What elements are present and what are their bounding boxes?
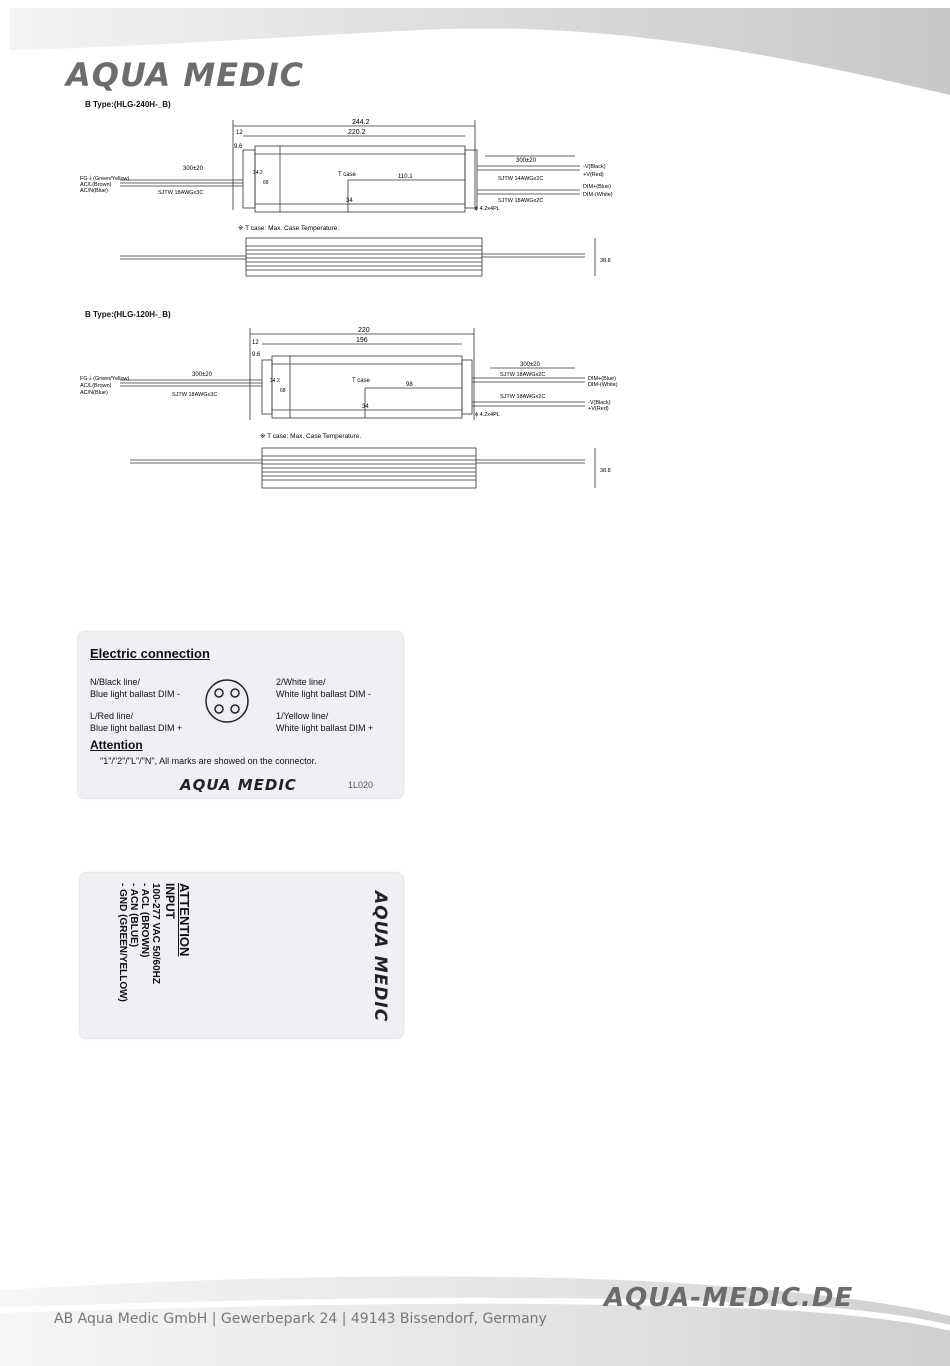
d2-sjtw-out2: SJTW 18AWGx2C [500,394,546,400]
d1-sjtw-in: SJTW 18AWGx3C [158,190,204,196]
d1-fg: FG⏚(Green/Yellow) [80,176,130,182]
d1-acl: AC/L(Brown) [80,182,112,188]
diagram2-title: B Type:(HLG-120H-_B) [85,310,171,319]
diagram2-drawing [80,320,640,500]
d1-sjtw-out1: SJTW 14AWGx2C [498,176,544,182]
d2-note: ※ T case: Max. Case Temperature. [260,433,362,440]
footer-address: AB Aqua Medic GmbH | Gewerbepark 24 | 49143 Bissendorf, Germany [54,1311,547,1327]
label1-right-bottom [276,710,373,734]
d2-dim-96: 9.6 [252,352,261,358]
label1-right-top-line1: 2/White line/ [276,677,326,687]
d1-out-dim-plus: DIM+(Blue) [583,184,611,190]
label2-logo: AQUA MEDIC [370,891,390,1023]
d1-dim-96: 9.6 [234,144,243,150]
d1-sjtw-out2: SJTW 18AWGx2C [498,198,544,204]
d2-out-v-minus: -V(Black) [588,400,611,406]
d2-out-dim-minus: DIM-(White) [588,382,618,388]
d2-dim-left-cable: 300±20 [192,372,212,378]
d2-dim-12: 12 [252,340,259,346]
label1-right-top-line2: White light ballast DIM - [276,689,372,699]
label2-line3: - ACN (BLUE) [128,883,139,948]
d1-note: ※ T case: Max. Case Temperature. [238,225,340,232]
label1-left-top-line2: Blue light ballast DIM - [90,689,181,699]
d2-dim-tcase-y: 34 [362,404,369,410]
label1-right-top [276,676,371,700]
footer-website-logo[interactable]: AQUA-MEDIC.DE [604,1283,854,1313]
label1-code: 1L020 [348,780,374,790]
d1-out-v-plus: +V(Red) [583,172,604,178]
electric-connection-label [78,632,403,798]
label1-right-bottom-line2: White light ballast DIM + [276,723,374,733]
label2-attention: ATTENTION [177,883,192,957]
d2-dim-tcase-x: 98 [406,382,413,388]
label1-attention-text: "1"/"2"/"L"/"N", All marks are showed on the connector. [100,756,317,766]
label2-rotated [117,883,190,1002]
d1-out-dim-minus: DIM-(White) [583,192,613,198]
d1-dim-h2: 68 [263,180,269,186]
label1-left-top-line1: N/Black line/ [90,677,141,687]
label2-line4: - GND (GREEN/YELLOW) [117,883,128,1002]
label2-input: INPUT [163,883,177,919]
d2-dim-body: 196 [356,337,368,344]
label1-left-top [90,676,180,700]
diagram1-drawing [80,110,640,300]
d1-dim-body: 220.2 [348,129,366,136]
d2-dim-right-cable: 300±20 [520,362,540,368]
d2-acl: AC/L(Brown) [80,383,112,389]
label1-attention: Attention [90,738,143,752]
d2-sjtw-in: SJTW 18AWGx3C [172,392,218,398]
input-attention-label [80,873,403,1038]
d1-dim-left-cable: 300±20 [183,166,203,172]
d1-dim-h1: 34.2 [253,170,263,176]
label1-left-bottom-line2: Blue light ballast DIM + [90,723,183,733]
label1-title: Electric connection [90,646,210,661]
d1-dim-overall: 244.2 [352,119,370,126]
d1-out-v-minus: -V(Black) [583,164,606,170]
d1-tcase: T case [338,172,356,178]
d2-out-v-plus: +V(Red) [588,406,609,412]
d2-dim-h2: 68 [280,388,286,394]
label1-left-bottom-line1: L/Red line/ [90,711,134,721]
d1-acn: AC/N(Blue) [80,188,108,194]
d2-side-dim: 38.8 [600,468,611,474]
d1-dim-tcase-x: 110.1 [398,174,413,180]
d1-dim-tcase-y: 34 [346,198,353,204]
label1-logo: AQUA MEDIC [180,776,297,794]
d1-dim-right-cable: 300±20 [516,158,536,164]
label2-line2: - ACL (BROWN) [139,883,150,958]
d2-fg: FG⏚(Green/Yellow) [80,376,130,382]
d2-dim-h1: 34.2 [270,378,280,384]
label2-line1: 100-277 VAC 50/60HZ [150,883,161,984]
label1-left-bottom [90,710,182,734]
d2-out-dim-plus: DIM+(Blue) [588,376,616,382]
d1-hole: ϕ 4.2x4PL [475,206,500,212]
connector-diagram-icon [202,676,252,726]
d2-hole: ϕ 4.2x4PL [475,412,500,418]
d2-tcase: T case [352,378,370,384]
d1-side-dim: 38.8 [600,258,611,264]
d2-acn: AC/N(Blue) [80,390,108,396]
label1-right-bottom-line1: 1/Yellow line/ [276,711,329,721]
diagram1-title: B Type:(HLG-240H-_B) [85,100,171,109]
brand-logo: AQUA MEDIC [66,56,305,94]
d2-dim-overall: 220 [358,327,370,334]
d2-sjtw-out1: SJTW 18AWGx2C [500,372,546,378]
d1-dim-12: 12 [236,130,243,136]
